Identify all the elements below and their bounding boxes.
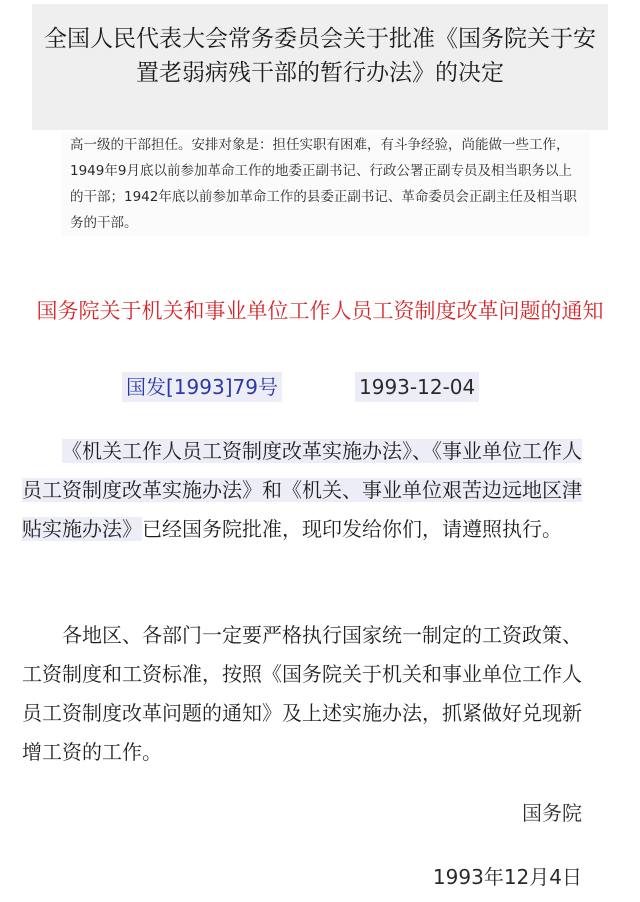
signer: 国务院 <box>522 801 582 825</box>
document-number: 国发[1993]79号 <box>122 372 282 402</box>
body-paragraph-2: 各地区、各部门一定要严格执行国家统一制定的工资政策、工资制度和工资标准，按照《国务院关于机关和事业单位工作人员工资制度改革问题的通知》及上述实施办法，抓紧做好兑现新增工资的工作。 <box>22 623 582 764</box>
document-date: 1993-12-04 <box>355 372 479 402</box>
excerpt-paragraph: 高一级的干部担任。安排对象是：担任实职有困难，有斗争经验，尚能做一些工作，1949年9月底以前参加革命工作的地委正副书记、行政公署正副专员及相当职务以上的干部；1942年底以前参加革命工作的县委正副书记、革命委员会正副主任及相当职务的干部。 <box>62 132 590 236</box>
decision-title: 全国人民代表大会常务委员会关于批准《国务院关于安置老弱病残干部的暂行办法》的决定 <box>44 26 596 86</box>
signature-date: 1993年12月4日 <box>432 865 582 889</box>
highlighted-text: 《机关工作人员工资制度改革实施办法》、《事业单位工作人员工资制度改革实施办法》和《机关、事业单位艰苦边远地区津贴实施办法》 <box>22 439 582 541</box>
notice-title: 国务院关于机关和事业单位工作人员工资制度改革问题的通知 <box>36 299 604 323</box>
paragraph-text: 已经国务院批准，现印发给你们，请遵照执行。 <box>142 517 562 541</box>
body-paragraph-1 <box>22 432 582 549</box>
